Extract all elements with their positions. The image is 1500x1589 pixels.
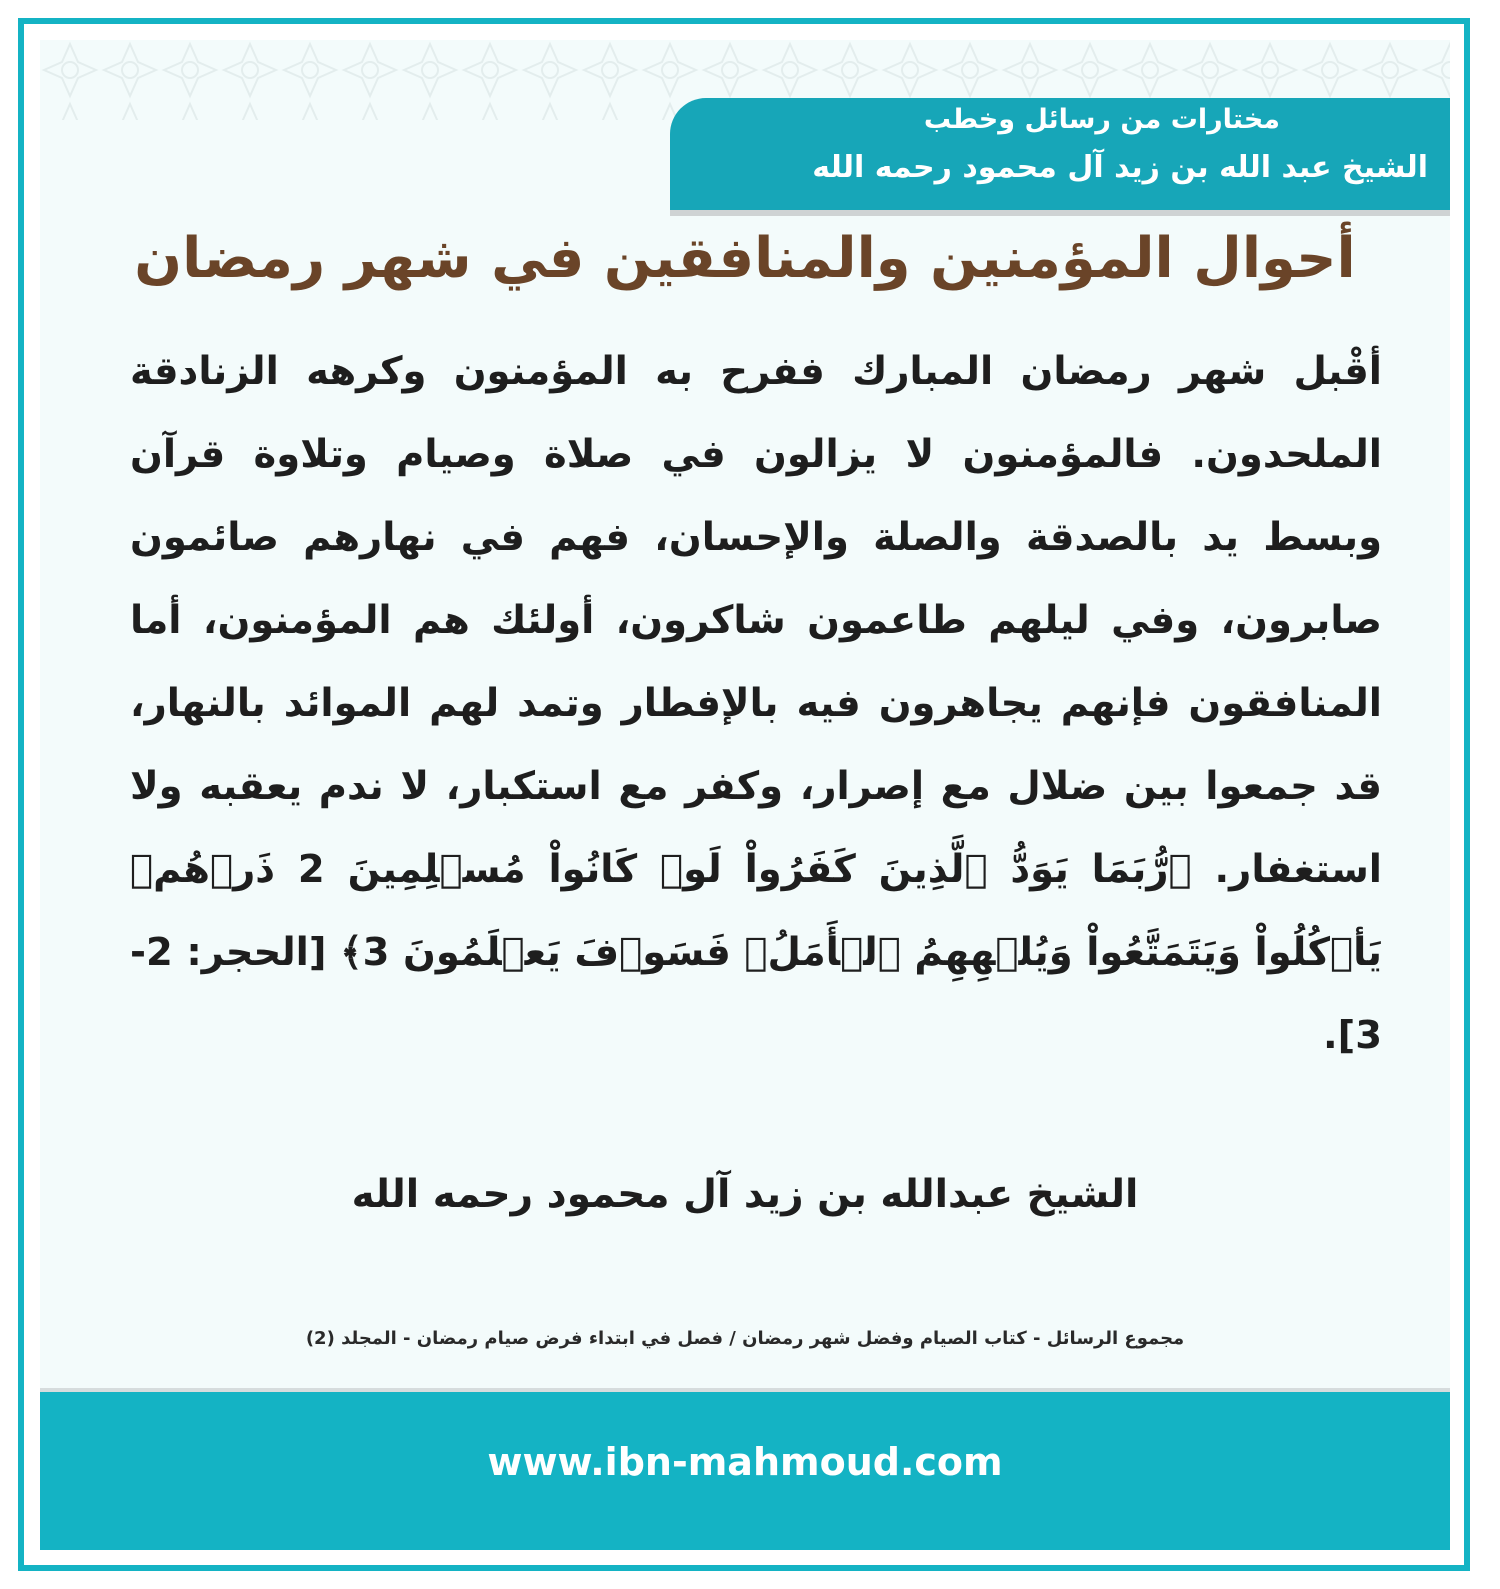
page-title: أحوال المؤمنين والمنافقين في شهر رمضان [134,226,1356,291]
footer-bar [40,1392,1450,1550]
inner-frame [40,40,1450,1550]
source-reference: مجموع الرسائل - كتاب الصيام وفضل شهر رمضان / فصل في ابتداء فرض صيام رمضان - المجلد (2) [305,1328,1185,1349]
header-banner [670,98,1450,210]
signature: الشيخ عبدالله بن زيد آل محمود رحمه الله [351,1172,1139,1217]
body-paragraph: أقْبل شهر رمضان المبارك ففرح به المؤمنون وكرهه الزنادقة الملحدون. فالمؤمنون لا يزالون في صلاة وصيام وتلاوة قرآن وبسط يد بالصدقة والصلة والإحسان، فهم في نهارهم صائمون صابرون، وفي ليلهم طاعمون شاكرون، أولئك هم المؤمنون، أما المنافقون فإنهم يجاهرون فيه بالإفطار وتمد لهم الموائد بالنهار، قد جمعوا بين ضلال مع إصرار، وكفر مع استكبار، لا ندم يعقبه ولا استغفار. ﴿رُّبَمَا يَوَدُّ ٱلَّذِينَ كَفَرُواْ لَوۡ كَانُواْ مُسۡلِمِينَ 2 ذَرۡهُمۡ يَأۡكُلُواْ وَيَتَمَتَّعُواْ وَيُلۡهِهِمُ ٱلۡأَمَلُۖ فَسَوۡفَ يَعۡلَمُونَ 3﴾ [الحجر: 2-3]. [130,349,1382,1058]
header-author: الشيخ عبد الله بن زيد آل محمود رحمه الله [812,150,1428,185]
header-subtitle: مختارات من رسائل وخطب [923,104,1280,135]
website-link[interactable]: www.ibn-mahmoud.com [487,1440,1003,1484]
